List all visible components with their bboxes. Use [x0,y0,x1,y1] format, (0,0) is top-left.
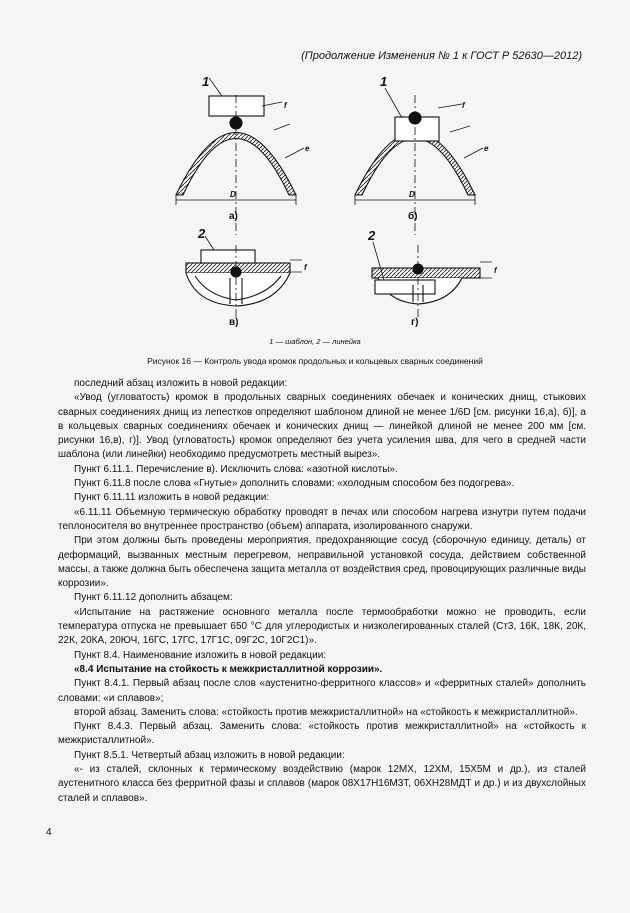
caption-g: г) [411,317,419,328]
label-f-b: f [462,101,465,110]
caption-b: б) [408,211,418,222]
section-heading: «8.4 Испытание на стойкость к межкристаллитной коррозии». [74,663,383,675]
label-e-b: e [484,144,489,153]
paragraph: «Испытание на растяжение основного металла после термообработки можно не проводить, если температура отпуска не превышает 650 °С для углеродистых и низколегированных сталей (Ст3, 16К, 18К, 20К, 22К, 20КА, 20ЮЧ, 16ГС, 17ГС, 17Г1С, 09Г2С, 10Г2С1)». [58,606,586,647]
paragraph: Пункт 6.11.8 после слова «Гнутые» дополнить словами: «холодным способом без подогрева». [74,478,515,490]
label-D-a: D [230,190,236,199]
label-1-b: 1 [380,74,388,89]
document-body [58,377,586,806]
paragraph: При этом должны быть проведены мероприятия, предохраняющие сосуд (сборочную единицу, деталь) от деформаций, вызванных местным перегревом, неправильной установкой сосуда, действием собственной массы, а также должна быть обеспечена защита металла от воздействия сред, провоцирующих различные виды коррозии». [58,535,586,590]
paragraph: «- из сталей, склонных к термическому воздействию (марок 12МХ, 12ХМ, 15Х5М и др.), из сталей аустенитного класса без ферритной фазы и сплавов (марок 08Х17Н16М3Т, 06ХН28МДТ и др.) и из двухслойных сталей и сплавов». [58,764,586,804]
caption-a: а) [229,211,238,222]
page-header: (Продолжение Изменения № 1 к ГОСТ Р 52630—2012) [301,50,582,62]
paragraph: «6.11.11 Объемную термическую обработку проводят в печах или способом нагрева изнутри путем подачи теплоносителя во внутреннее пространство (объем) аппарата, изолированного снаружи. [58,506,586,532]
paragraph: Пункт 6.11.12 дополнить абзацем: [74,592,233,604]
paragraph: Пункт 8.5.1. Четвертый абзац изложить в новой редакции: [74,749,345,761]
label-f-v: f [304,263,307,272]
paragraph: последний абзац изложить в новой редакции: [74,378,288,389]
label-D-b: D [409,190,415,199]
label-1-a: 1 [202,74,210,89]
paragraph: Пункт 6.11.1. Перечисление в). Исключить слова: «азотной кислоты». [74,463,398,475]
diagram-g [372,242,492,318]
page-number: 4 [46,827,52,838]
label-f-g: f [494,266,497,275]
paragraph: Пункт 8.4. Наименование изложить в новой редакции: [74,649,327,661]
label-f-a: f [284,101,287,110]
label-2-g: 2 [368,228,376,243]
caption-v: в) [229,317,239,328]
paragraph: Пункт 8.4.3. Первый абзац. Заменить слова: «стойкость против межкристаллитной» на «стойкость к межкристаллитной». [58,721,586,747]
label-e-a: e [305,144,310,153]
figure-caption: Рисунок 16 — Контроль увода кромок продольных и кольцевых сварных соединений [147,356,483,366]
paragraph: второй абзац. Заменить слова: «стойкость против межкристаллитной» на «стойкость к межкристаллитной». [74,706,578,718]
label-2-v: 2 [198,226,206,241]
figure-16 [0,0,630,340]
paragraph: Пункт 8.4.1. Первый абзац после слов «аустенитно-ферритного классов» и «ферритных сталей» дополнить словами: «и сплавов»; [58,678,586,704]
diagram-b [355,88,483,235]
paragraph: Пункт 6.11.11 изложить в новой редакции: [74,492,270,504]
figure-legend: 1 — шаблон, 2 — линейка [269,337,361,346]
paragraph: «Увод (угловатость) кромок в продольных сварных соединениях обечаек и конических днищ, стыкових сварных соединениях днищ из лепестков определяют шаблоном длиной не менее 1/6D [см. рисунки 16,а), б)], а в кольцевых сварных соединениях обечаек и конических днищ — линейкой длиной не менее 200 мм [см. рисунки 16,в), г)]. Увод (угловатость) кромок определяют без учета усиления шва, для чего в средней части шаблона (или линейки) необходимо предусмотреть местный вырез». [58,392,586,461]
diagram-v [186,236,302,318]
